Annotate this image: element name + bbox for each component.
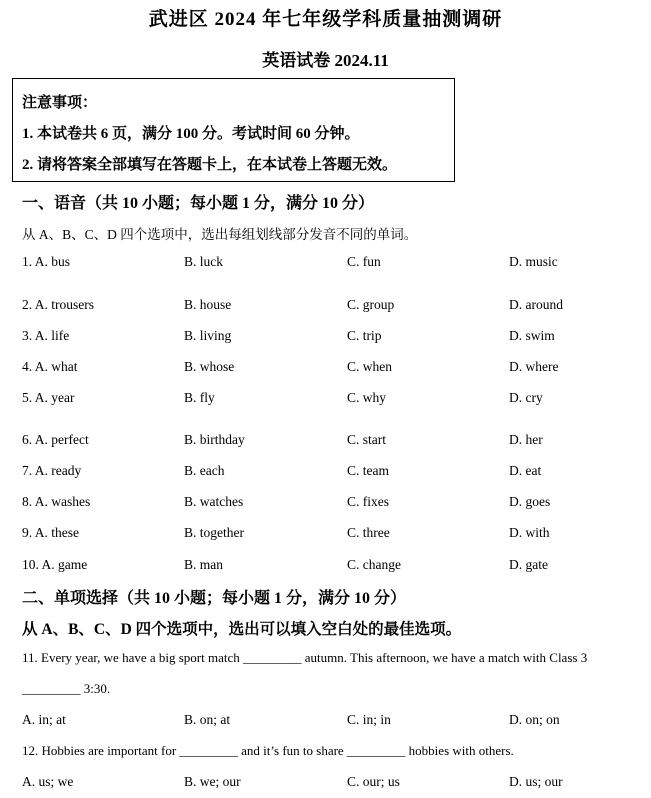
q5-option-c[interactable]: C. why — [347, 390, 387, 405]
q9-option-c[interactable]: C. three — [347, 525, 390, 540]
q3-option-c[interactable]: C. trip — [347, 328, 382, 343]
q2-option-d[interactable]: D. around — [509, 297, 563, 312]
notice-item-1: 1. 本试卷共 6 页，满分 100 分。考试时间 60 分钟。 — [22, 126, 360, 142]
q1-option-c[interactable]: C. fun — [347, 254, 381, 269]
q2-option-a[interactable]: 2. A. trousers — [22, 297, 94, 312]
q11-option-b[interactable]: B. on; at — [184, 712, 231, 727]
q11-option-d[interactable]: D. on; on — [509, 712, 560, 727]
q8-option-d[interactable]: D. goes — [509, 494, 551, 509]
q4-option-c[interactable]: C. when — [347, 359, 392, 374]
q3-option-a[interactable]: 3. A. life — [22, 328, 70, 343]
q5-option-b[interactable]: B. fly — [184, 390, 215, 405]
q7-option-b[interactable]: B. each — [184, 463, 225, 478]
q10-option-d[interactable]: D. gate — [509, 557, 548, 572]
q6-option-a[interactable]: 6. A. perfect — [22, 432, 89, 447]
q7-option-c[interactable]: C. team — [347, 463, 389, 478]
notice-box — [12, 78, 455, 182]
q3-option-b[interactable]: B. living — [184, 328, 232, 343]
question-11-text-cont: _________ 3:30. — [22, 681, 111, 696]
question-12-text: 12. Hobbies are important for _________ and it’s fun to share _________ hobbies with others. — [22, 743, 514, 758]
q1-option-a[interactable]: 1. A. bus — [22, 254, 71, 269]
q11-option-c[interactable]: C. in; in — [347, 712, 391, 727]
q4-option-d[interactable]: D. where — [509, 359, 559, 374]
section1-title: 一、语音（共 10 小题；每小题 1 分，满分 10 分） — [22, 195, 375, 212]
question-11-text: 11. Every year, we have a big sport match _________ autumn. This afternoon, we have a match with Class 3 — [22, 650, 588, 665]
q9-option-d[interactable]: D. with — [509, 525, 550, 540]
q12-option-b[interactable]: B. we; our — [184, 774, 241, 789]
exam-title: 武进区 2024 年七年级学科质量抽测调研 — [148, 9, 503, 30]
q1-option-b[interactable]: B. luck — [184, 254, 223, 269]
q10-option-b[interactable]: B. man — [184, 557, 223, 572]
section1-instruction: 从 A、B、C、D 四个选项中，选出每组划线部分发音不同的单词。 — [22, 227, 418, 242]
q8-option-a[interactable]: 8. A. washes — [22, 494, 91, 509]
q8-option-c[interactable]: C. fixes — [347, 494, 389, 509]
q1-option-d[interactable]: D. music — [509, 254, 558, 269]
section2-instruction: 从 A、B、C、D 四个选项中，选出可以填入空白处的最佳选项。 — [22, 621, 462, 638]
q12-option-d[interactable]: D. us; our — [509, 774, 563, 789]
q6-option-b[interactable]: B. birthday — [184, 432, 245, 447]
q6-option-c[interactable]: C. start — [347, 432, 386, 447]
q9-option-a[interactable]: 9. A. these — [22, 525, 79, 540]
notice-heading: 注意事项： — [22, 95, 98, 111]
q8-option-b[interactable]: B. watches — [184, 494, 244, 509]
exam-subtitle: 英语试卷 2024.11 — [262, 51, 389, 70]
q9-option-b[interactable]: B. together — [184, 525, 244, 540]
q12-option-c[interactable]: C. our; us — [347, 774, 400, 789]
q5-option-a[interactable]: 5. A. year — [22, 390, 75, 405]
q5-option-d[interactable]: D. cry — [509, 390, 543, 405]
q11-option-a[interactable]: A. in; at — [22, 712, 66, 727]
q10-option-c[interactable]: C. change — [347, 557, 401, 572]
q12-option-a[interactable]: A. us; we — [22, 774, 74, 789]
q3-option-d[interactable]: D. swim — [509, 328, 555, 343]
q2-option-b[interactable]: B. house — [184, 297, 232, 312]
q7-option-a[interactable]: 7. A. ready — [22, 463, 82, 478]
q6-option-d[interactable]: D. her — [509, 432, 543, 447]
q2-option-c[interactable]: C. group — [347, 297, 395, 312]
q4-option-a[interactable]: 4. A. what — [22, 359, 78, 374]
q7-option-d[interactable]: D. eat — [509, 463, 542, 478]
q4-option-b[interactable]: B. whose — [184, 359, 235, 374]
section2-title: 二、单项选择（共 10 小题；每小题 1 分，满分 10 分） — [22, 590, 407, 607]
notice-item-2: 2. 请将答案全部填写在答题卡上，在本试卷上答题无效。 — [22, 157, 398, 173]
q10-option-a[interactable]: 10. A. game — [22, 557, 88, 572]
